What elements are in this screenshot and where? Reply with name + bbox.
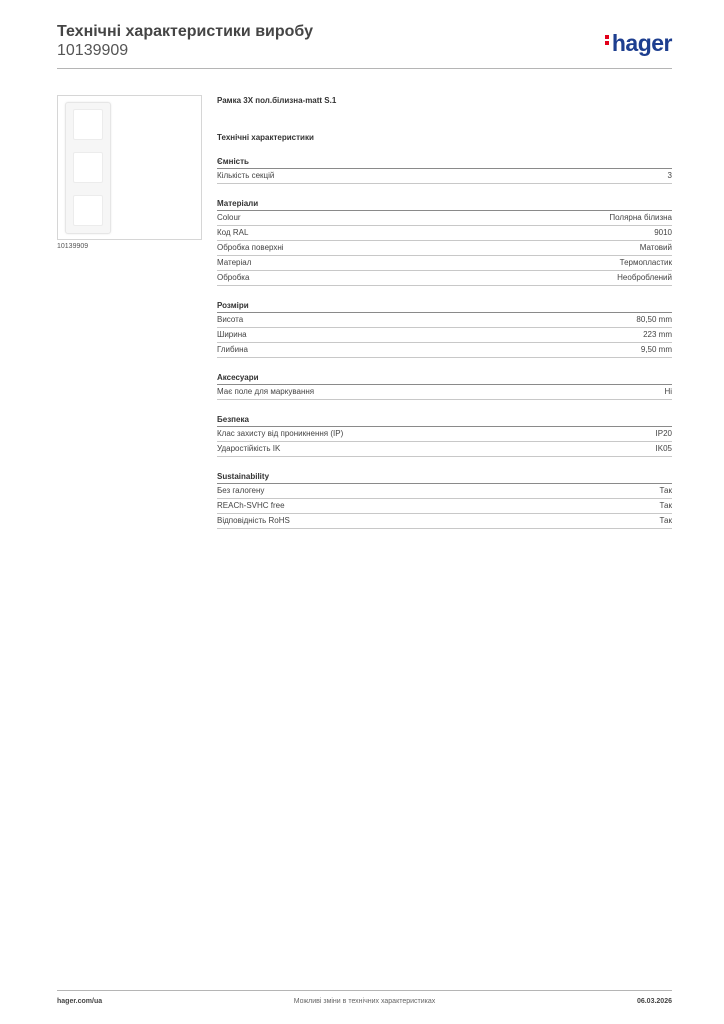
spec-row xyxy=(217,385,672,400)
spec-row xyxy=(217,328,672,343)
spec-value: 223 mm xyxy=(643,330,672,339)
spec-section xyxy=(217,156,672,184)
spec-value: Полярна білизна xyxy=(609,213,672,222)
spec-section xyxy=(217,198,672,286)
spec-label: Обробка поверхні xyxy=(217,243,284,252)
spec-row xyxy=(217,499,672,514)
spec-row xyxy=(217,241,672,256)
spec-value: Ні xyxy=(664,387,672,396)
spec-label: Глибина xyxy=(217,345,248,354)
spec-value: 80,50 mm xyxy=(636,315,672,324)
spec-label: Має поле для маркування xyxy=(217,387,315,396)
product-image xyxy=(57,95,202,240)
spec-label: Матеріал xyxy=(217,258,252,267)
spec-value: Так xyxy=(659,486,672,495)
spec-label: Без галогену xyxy=(217,486,265,495)
spec-label: Код RAL xyxy=(217,228,249,237)
spec-value: Термопластик xyxy=(619,258,672,267)
spec-label: Кількість секцій xyxy=(217,171,275,180)
spec-row xyxy=(217,514,672,529)
spec-row xyxy=(217,343,672,358)
spec-row xyxy=(217,169,672,184)
spec-label: Клас захисту від проникнення (IP) xyxy=(217,429,344,438)
product-name: Рамка 3X пол.білизна-matt S.1 xyxy=(217,96,337,105)
spec-label: Ширина xyxy=(217,330,247,339)
spec-value: Так xyxy=(659,516,672,525)
spec-value: 9010 xyxy=(654,228,672,237)
frame-opening xyxy=(73,195,103,226)
spec-value: Необроблений xyxy=(617,273,672,282)
spec-sections xyxy=(217,156,672,529)
header-divider xyxy=(57,68,672,69)
spec-label: Обробка xyxy=(217,273,250,282)
tech-heading: Технічні характеристики xyxy=(217,133,314,142)
spec-value: Матовий xyxy=(639,243,672,252)
spec-label: Ударостійкість IK xyxy=(217,444,281,453)
section-title: Sustainability xyxy=(217,471,672,484)
footer-divider xyxy=(57,990,672,991)
spec-row xyxy=(217,211,672,226)
spec-row xyxy=(217,226,672,241)
section-title: Аксесуари xyxy=(217,372,672,385)
spec-section xyxy=(217,471,672,529)
footer-website-link[interactable]: hager.com/ua xyxy=(57,998,103,1005)
section-title: Матеріали xyxy=(217,198,672,211)
logo-dots-icon xyxy=(605,33,610,47)
spec-row xyxy=(217,256,672,271)
spec-section xyxy=(217,414,672,457)
spec-value: Так xyxy=(659,501,672,510)
spec-section xyxy=(217,300,672,358)
page-title: Технічні характеристики виробу xyxy=(57,23,313,40)
hager-logo xyxy=(605,30,672,57)
specifications xyxy=(217,95,672,529)
spec-row xyxy=(217,271,672,286)
section-title: Безпека xyxy=(217,414,672,427)
product-code: 10139909 xyxy=(57,42,129,59)
spec-value: 9,50 mm xyxy=(640,345,672,354)
spec-value: 3 xyxy=(667,171,672,180)
spec-row xyxy=(217,442,672,457)
spec-row xyxy=(217,484,672,499)
frame-3x-illustration xyxy=(65,102,111,234)
frame-opening xyxy=(73,152,103,183)
spec-label: REACh-SVHC free xyxy=(217,501,285,510)
section-title: Ємність xyxy=(217,156,672,169)
spec-label: Висота xyxy=(217,315,244,324)
spec-row xyxy=(217,427,672,442)
image-caption: 10139909 xyxy=(57,243,89,250)
spec-label: Colour xyxy=(217,213,241,222)
footer-note: Можливі зміни в технічних характеристиках xyxy=(293,998,436,1005)
spec-label: Відповідність RoHS xyxy=(217,516,290,525)
logo-text: hager xyxy=(611,30,672,56)
section-title: Розміри xyxy=(217,300,672,313)
spec-row xyxy=(217,313,672,328)
spec-value: IP20 xyxy=(655,429,672,438)
frame-opening xyxy=(73,109,103,140)
page-header xyxy=(57,22,672,69)
spec-section xyxy=(217,372,672,400)
footer-date: 06.03.2026 xyxy=(636,998,672,1005)
spec-value: IK05 xyxy=(655,444,672,453)
